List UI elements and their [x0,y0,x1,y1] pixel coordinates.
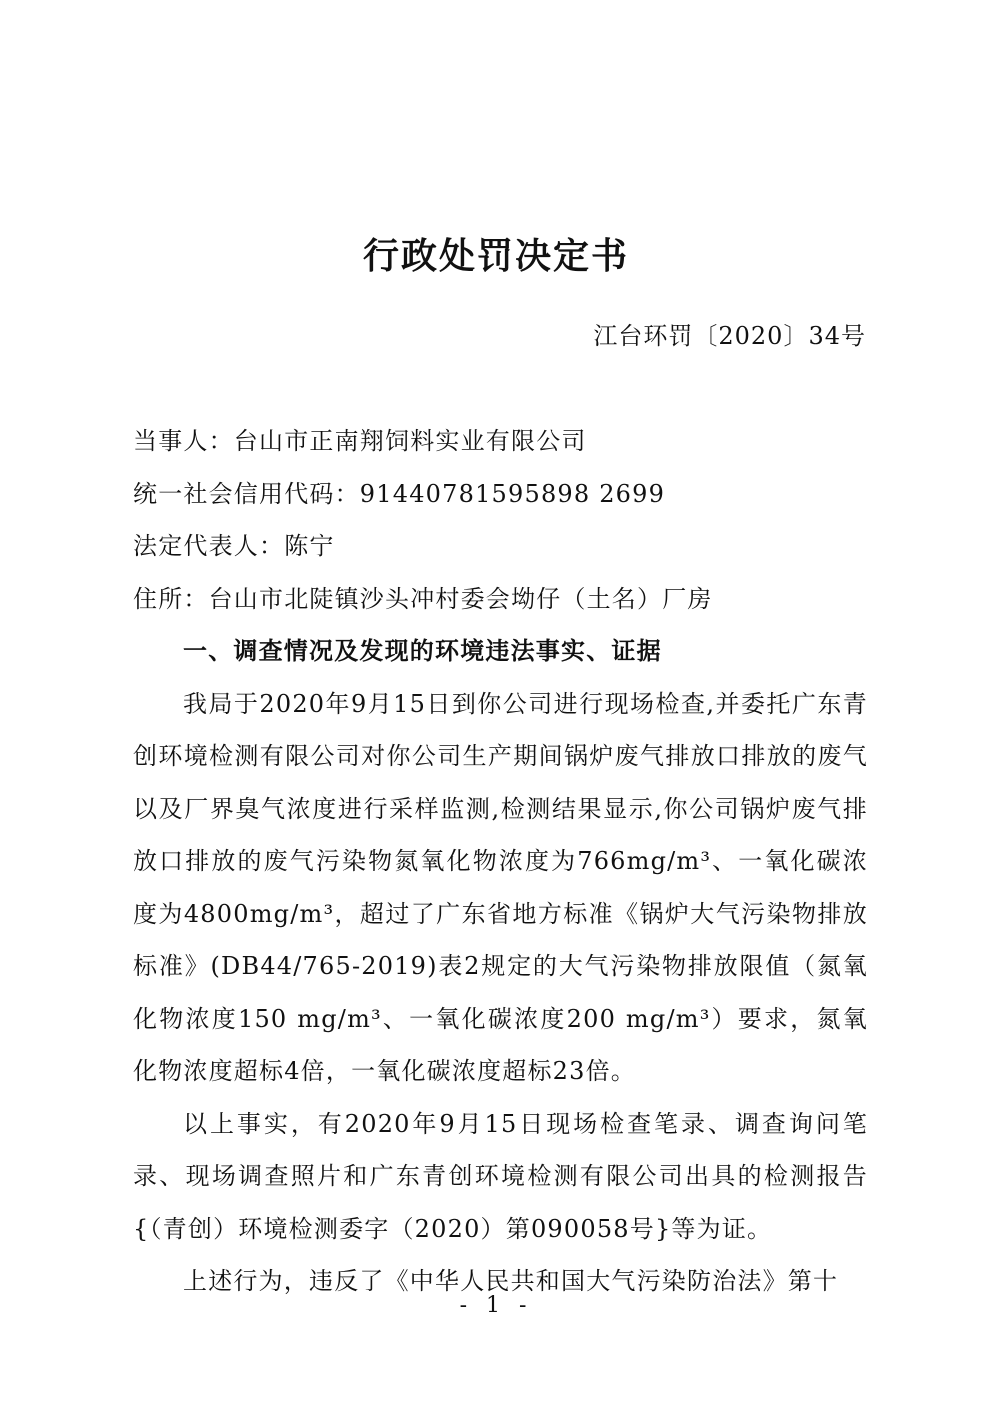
legal-representative-line: 法定代表人：陈宁 [133,532,335,560]
section-heading: 一、调查情况及发现的环境违法事实、证据 [183,637,662,665]
document-title: 行政处罚决定书 [362,236,629,277]
document-number: 江台环罚〔2020〕34号 [593,322,866,350]
paragraph-violation: 上述行为，违反了《中华人民共和国大气污染防治法》第十 [183,1267,839,1295]
credit-code-line: 统一社会信用代码：91440781595898 2699 [133,479,666,508]
paragraph-evidence: 以上事实，有2020年9月15日现场检查笔录、调查询问笔录、现场调查照片和广东青创环境检测有限公司出具的检测报告{（青创）环境检测委字（2020）第090058号}等为证。 [133,1109,868,1243]
address-line: 住所：台山市北陡镇沙头冲村委会坳仔（土名）厂房 [133,584,713,613]
document-body [133,415,868,1308]
page-number: - 1 - [459,1293,533,1318]
party-line: 当事人：台山市正南翔饲料实业有限公司 [133,427,587,455]
paragraph-findings: 我局于2020年9月15日到你公司进行现场检查,并委托广东青创环境检测有限公司对你公司生产期间锅炉废气排放口排放的废气以及厂界臭气浓度进行采样监测,检测结果显示,你公司锅炉废气排放口排放的废气污染物氮氧化物浓度为766mg/m³、一氧化碳浓度为4800mg/m³，超过了广东省地方标准《锅炉大气污染物排放标准》(DB44/765-2019)表2规定的大气污染物排放限值（氮氧化物浓度150 mg/m³、一氧化碳浓度200 mg/m³）要求，氮氧化物浓度超标4倍，一氧化碳浓度超标23倍。 [133,689,868,1085]
